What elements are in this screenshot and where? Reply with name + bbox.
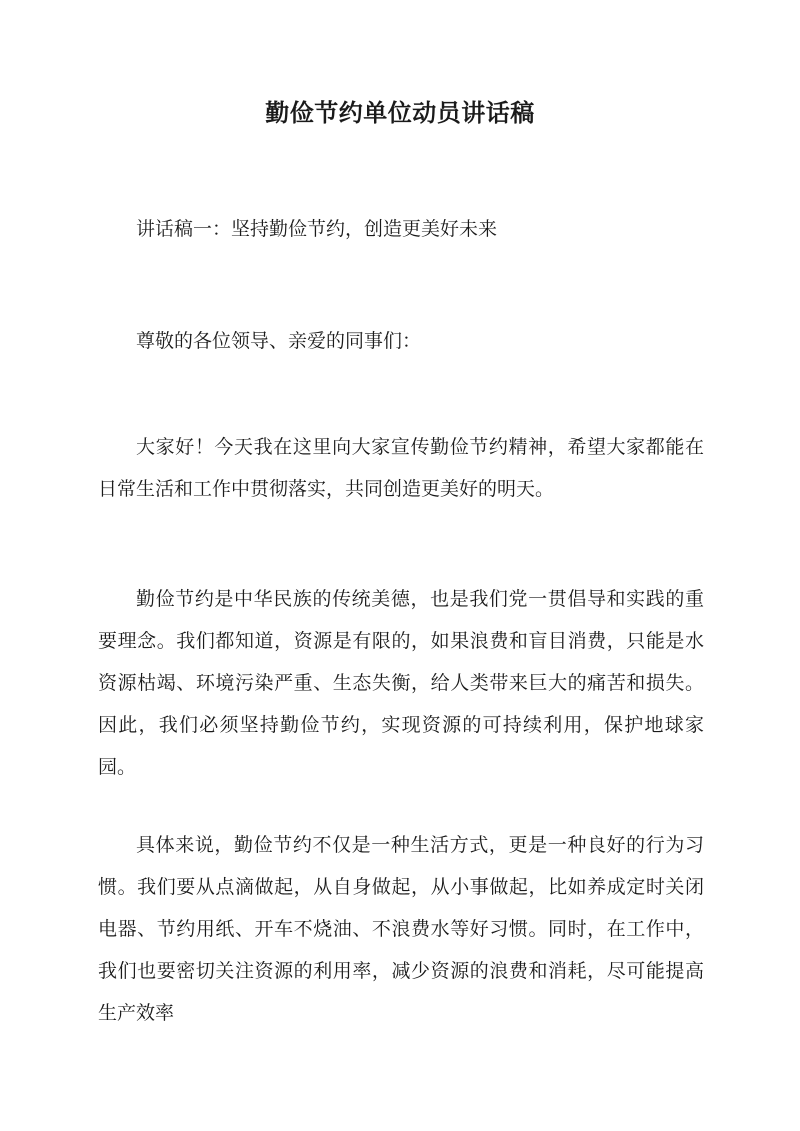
greeting: 尊敬的各位领导、亲爱的同事们： xyxy=(136,330,422,352)
paragraph-1: 大家好！今天我在这里向大家宣传勤俭节约精神，希望大家都能在日常生活和工作中贯彻落实，共同创造更美好的明天。 xyxy=(98,436,704,500)
speech-subtitle: 讲话稿一：坚持勤俭节约，创造更美好未来 xyxy=(136,218,498,240)
paragraph-2: 勤俭节约是中华民族的传统美德，也是我们党一贯倡导和实践的重要理念。我们都知道，资源是有限的，如果浪费和盲目消费，只能是水资源枯竭、环境污染严重、生态失衡，给人类带来巨大的痛苦和损失。因此，我们必须坚持勤俭节约，实现资源的可持续利用，保护地球家园。 xyxy=(98,588,704,778)
paragraph-3: 具体来说，勤俭节约不仅是一种生活方式，更是一种良好的行为习惯。我们要从点滴做起，从自身做起，从小事做起，比如养成定时关闭电器、节约用纸、开车不烧油、不浪费水等好习惯。同时，在工作中，我们也要密切关注资源的利用率，减少资源的浪费和消耗，尽可能提高生产效率 xyxy=(98,834,704,1024)
document-title: 勤俭节约单位动员讲话稿 xyxy=(265,98,535,127)
